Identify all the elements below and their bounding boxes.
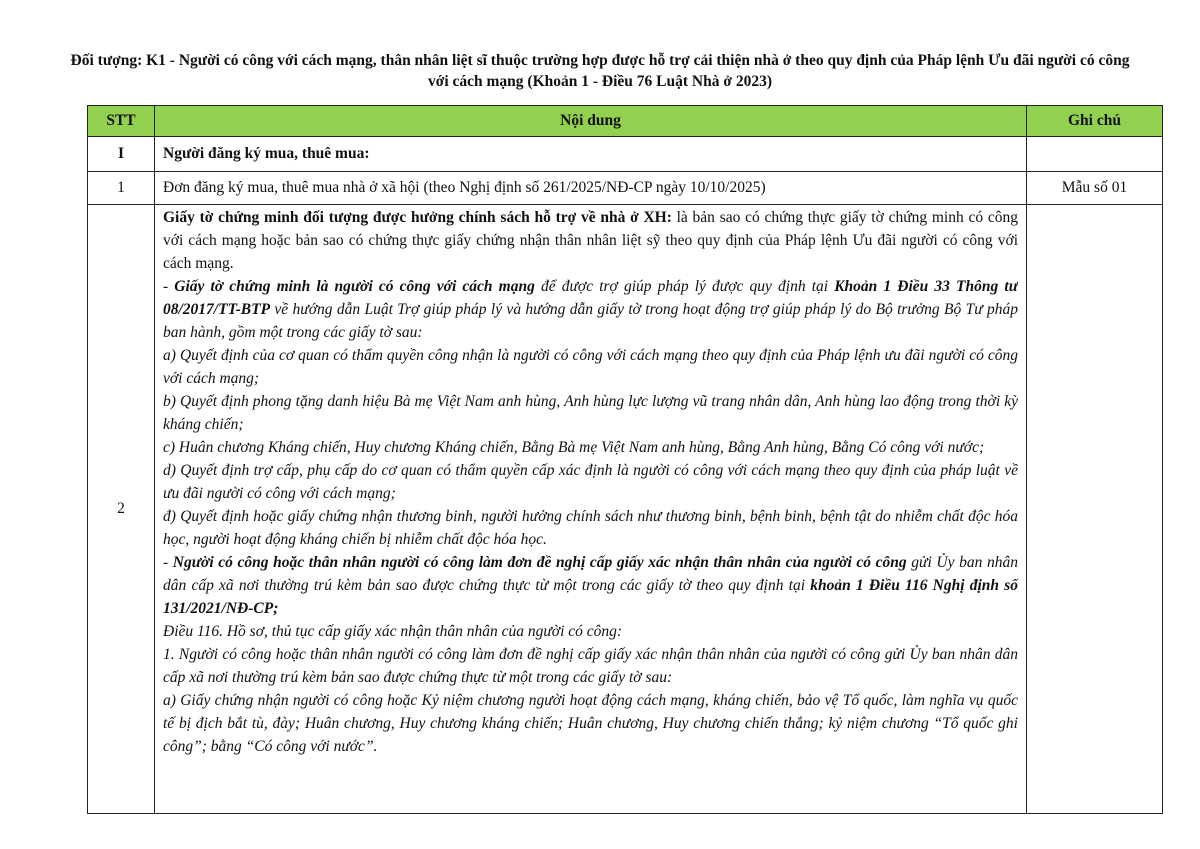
row2-paragraph-2: - Giấy tờ chứng minh là người có công với cách mạng để được trợ giúp pháp lý được quy định tại Khoản 1 Điều 33 Thông tư 08/2017/TT-BTP về hướng dẫn Luật Trợ giúp pháp lý và hướng dẫn giấy tờ trong hoạt động trợ giúp pháp lý do Bộ trưởng Bộ Tư pháp ban hành, gồm một trong các giấy tờ sau: <box>163 278 1018 341</box>
row2-stt: 2 <box>88 205 155 814</box>
header-content: Nội dung <box>155 106 1027 137</box>
row1-content: Đơn đăng ký mua, thuê mua nhà ở xã hội (theo Nghị định số 261/2025/NĐ-CP ngày 10/10/2025) <box>155 172 1027 205</box>
row2-item-b: b) Quyết định phong tặng danh hiệu Bà mẹ Việt Nam anh hùng, Anh hùng lực lượng vũ trang nhân dân, Anh hùng lao động trong thời kỳ kháng chiến; <box>163 393 1018 433</box>
row2-item-a: a) Quyết định của cơ quan có thẩm quyền công nhận là người có công với cách mạng theo quy định của Pháp lệnh ưu đãi người có công với cách mạng; <box>163 347 1018 387</box>
header-stt: STT <box>88 106 155 137</box>
row2-note <box>1027 205 1163 814</box>
row2-item-d: d) Quyết định trợ cấp, phụ cấp do cơ quan có thẩm quyền cấp xác định là người có công với cách mạng theo quy định của pháp luật về ưu đãi người có công với cách mạng; <box>163 462 1018 502</box>
document-title: Đối tượng: K1 - Người có công với cách mạng, thân nhân liệt sĩ thuộc trường hợp được hỗ trợ cải thiện nhà ở theo quy định của Pháp lệnh Ưu đãi người có công với cách mạng (Khoản 1 - Điều 76 Luật Nhà ở 2023) <box>70 52 1130 90</box>
row2-content <box>155 205 1027 814</box>
table-header-row <box>88 106 1163 137</box>
row2-article-116-clause-1a: a) Giấy chứng nhận người có công hoặc Kỷ niệm chương người hoạt động cách mạng, kháng chiến, bảo vệ Tổ quốc, làm nghĩa vụ quốc tế bị địch bắt tù, đày; Huân chương, Huy chương kháng chiến; Huân chương, Huy chương chiến thắng; kỷ niệm chương “Tổ quốc ghi công”; bằng “Có công với nước”. <box>163 692 1018 755</box>
section-note <box>1027 137 1163 172</box>
section-stt: I <box>88 137 155 172</box>
header-note: Ghi chú <box>1027 106 1163 137</box>
row2-paragraph-3: - Người có công hoặc thân nhân người có công làm đơn đề nghị cấp giấy xác nhận thân nhân của người có công gửi Ủy ban nhân dân cấp xã nơi thường trú kèm bản sao được chứng thực từ một trong các giấy tờ theo quy định tại khoản 1 Điều 116 Nghị định số 131/2021/NĐ-CP; <box>163 554 1018 617</box>
row2-article-116-clause-1: 1. Người có công hoặc thân nhân người có công làm đơn đề nghị cấp giấy xác nhận thân nhân của người có công gửi Ủy ban nhân dân cấp xã nơi thường trú kèm bản sao được chứng thực từ một trong các giấy tờ sau: <box>163 646 1018 686</box>
requirements-table <box>87 105 1163 814</box>
table-row <box>88 172 1163 205</box>
row2-item-dd: đ) Quyết định hoặc giấy chứng nhận thương binh, người hưởng chính sách như thương binh, bệnh binh, bệnh tật do nhiễm chất độc hóa học, người hoạt động kháng chiến bị nhiễm chất độc hóa học. <box>163 508 1018 548</box>
row2-paragraph-1: Giấy tờ chứng minh đối tượng được hưởng chính sách hỗ trợ về nhà ở XH: là bản sao có chứng thực giấy tờ chứng minh có công với cách mạng hoặc bản sao có chứng thực giấy chứng nhận thân nhân liệt sỹ theo quy định của Pháp lệnh Ưu đãi người có công với cách mạng. <box>163 209 1018 272</box>
row1-stt: 1 <box>88 172 155 205</box>
section-title: Người đăng ký mua, thuê mua: <box>155 137 1027 172</box>
section-row <box>88 137 1163 172</box>
row2-item-c: c) Huân chương Kháng chiến, Huy chương Kháng chiến, Bằng Bà mẹ Việt Nam anh hùng, Bằng Anh hùng, Bằng Có công với nước; <box>163 439 985 456</box>
row1-note: Mẫu số 01 <box>1027 172 1163 205</box>
table-row <box>88 205 1163 814</box>
row2-article-116: Điều 116. Hồ sơ, thủ tục cấp giấy xác nhận thân nhân của người có công: <box>163 623 623 640</box>
